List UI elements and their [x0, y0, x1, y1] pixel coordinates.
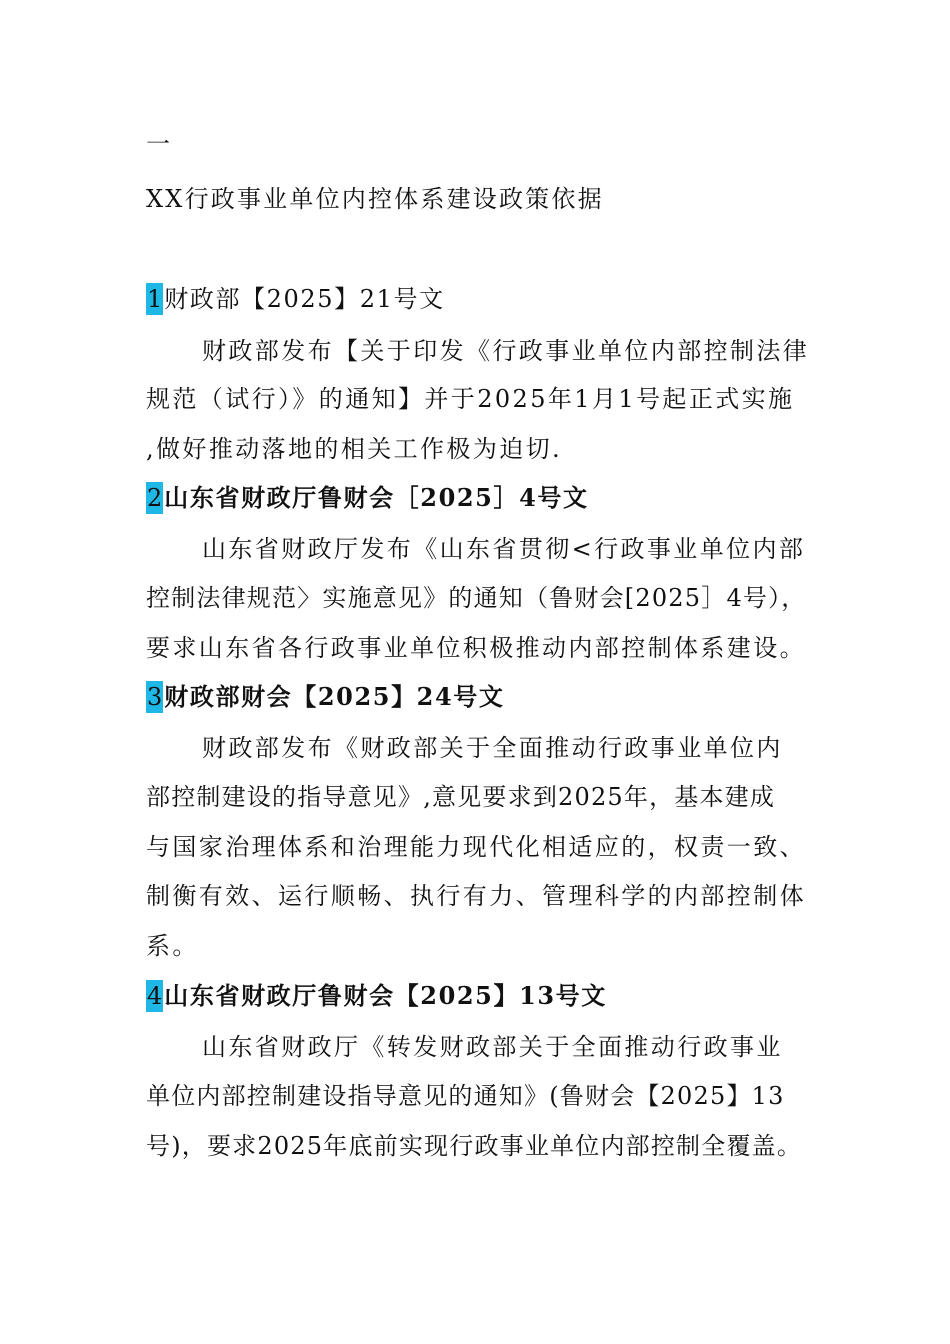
- section-heading-1: [146, 283, 445, 315]
- section-heading-text-4: 山东省财政厅鲁财会【2025】13号文: [164, 981, 607, 1010]
- section-number-3: 3: [147, 683, 163, 711]
- section-1-line-2: 规范（试行）》的通知】并于2025年1月1号起正式实施: [146, 385, 795, 413]
- section-heading-text-1: 财政部【2025】21号文: [164, 285, 445, 313]
- section-3-line-3: 与国家治理体系和治理能力现代化相适应的，权责一致、: [146, 833, 806, 861]
- section-heading-text-3: 财政部财会【2025】24号文: [164, 682, 505, 711]
- section-1-line-1: 财政部发布【关于印发《行政事业单位内部控制法律: [202, 337, 810, 365]
- section-2-line-3: 要求山东省各行政事业单位积极推动内部控制体系建设。: [146, 634, 806, 662]
- section-3-line-5: 系。: [146, 932, 199, 960]
- section-3-line-1: 财政部发布《财政部关于全面推动行政事业单位内: [202, 734, 783, 762]
- section-heading-2: [146, 482, 589, 514]
- dash-marker: 一: [146, 130, 173, 158]
- section-heading-3: [146, 681, 504, 713]
- section-1-line-3: ,做好推动落地的相关工作极为迫切.: [146, 435, 563, 463]
- document-title: XX行政事业单位内控体系建设政策依据: [146, 185, 604, 213]
- section-4-line-3: 号)，要求2025年底前实现行政事业单位内部控制全覆盖。: [146, 1132, 803, 1160]
- section-3-line-2: 部控制建设的指导意见》,意见要求到2025年，基本建成: [146, 783, 776, 811]
- section-2-line-1: 山东省财政厅发布《山东省贯彻<行政事业单位内部: [202, 535, 806, 563]
- section-number-2: 2: [147, 484, 163, 512]
- section-number-1: 1: [147, 285, 163, 313]
- section-4-line-1: 山东省财政厅《转发财政部关于全面推动行政事业: [202, 1033, 783, 1061]
- section-2-line-2: 控制法律规范〉实施意见》的通知（鲁财会[2025］4号），: [146, 584, 807, 612]
- section-4-line-2: 单位内部控制建设指导意见的通知》(鲁财会【2025】13: [146, 1082, 785, 1110]
- section-number-4: 4: [147, 982, 163, 1010]
- section-heading-text-2: 山东省财政厅鲁财会［2025］4号文: [164, 483, 589, 512]
- section-3-line-4: 制衡有效、运行顺畅、执行有力、管理科学的内部控制体: [146, 882, 806, 910]
- section-heading-4: [146, 980, 607, 1012]
